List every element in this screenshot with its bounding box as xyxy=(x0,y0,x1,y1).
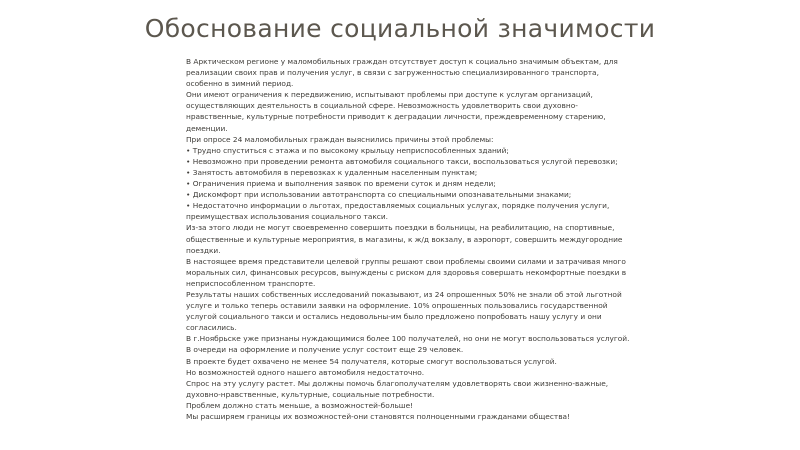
body-text-line: • Трудно спуститься с этажа и по высокому крыльцу неприспособленных зданий; xyxy=(186,145,509,155)
body-text-line: Результаты наших собственных исследований показывают, из 24 опрошенных 50% не знали об этой льготной xyxy=(186,289,622,299)
body-text-line: Но возможностей одного нашего автомобиля недостаточно. xyxy=(186,367,425,377)
body-text-line: Проблем должно стать меньше, а возможностей-больше! xyxy=(186,400,414,410)
body-text-line: В г.Ноябрьске уже признаны нуждающимися более 100 получателей, но они не могут воспользоваться услугой. xyxy=(186,334,630,344)
body-text-line: осуществляющих деятельность в социальной сфере. Невозможность удовлетворить свои духовно- xyxy=(186,101,578,111)
body-text-line: общественные и культурные мероприятия, в магазины, к ж/д вокзалу, в аэропорт, совершить междугородние xyxy=(186,234,623,244)
body-text-line: реализации своих прав и получения услуг, в связи с загруженностью специализированного транспорта, xyxy=(186,68,599,78)
body-text-line: согласились. xyxy=(186,323,237,333)
body-text-line: преимуществах использования социального такси. xyxy=(186,212,389,222)
body-text-line: Из-за этого люди не могут своевременно совершить поездки в больницы, на реабилитацию, на спортивные, xyxy=(186,223,615,233)
body-text-line: • Занятость автомобиля в перевозках к удаленным населенным пунктам; xyxy=(186,167,478,177)
slide-title: Обоснование социальной значимости xyxy=(144,14,656,43)
body-text-line: Спрос на эту услугу растет. Мы должны помочь благополучателям удовлетворять свои жизненно-важные, xyxy=(186,378,609,388)
body-text-line: духовно-нравственные, культурные, социальные потребности. xyxy=(186,389,435,399)
body-text-line: • Невозможно при проведении ремонта автомобиля социального такси, воспользоваться услугой перевозки; xyxy=(186,156,618,166)
body-text-line: услуге и только теперь оставили заявки на оформление. 10% опрошенных пользовались государственной xyxy=(186,301,608,311)
body-text-line: особенно в зимний период. xyxy=(186,79,294,89)
body-text-line: Они имеют ограничения к передвижению, испытывают проблемы при доступе к услугам организаций, xyxy=(186,90,593,100)
body-text-line: При опросе 24 маломобильных граждан выяснились причины этой проблемы: xyxy=(186,134,494,144)
body-text-line: В очереди на оформление и получение услуг состоит еще 29 человек. xyxy=(186,345,464,355)
body-text-line: неприспособленном транспорте. xyxy=(186,278,316,288)
body-text-line: В Арктическом регионе у маломобильных граждан отсутствует доступ к социально значимым объектам, для xyxy=(186,57,618,66)
body-text-line: В проекте будет охвачено не менее 54 получателя, которые смогут воспользоваться услугой. xyxy=(186,356,557,366)
body-text-line: деменции. xyxy=(186,123,228,133)
body-text-line: В настоящее время представители целевой группы решают свои проблемы своими силами и затрачивая много xyxy=(186,256,626,266)
body-text-line: моральных сил, финансовых ресурсов, вынуждены с риском для здоровья совершать некомфортные поездки в xyxy=(186,267,627,277)
slide-body-text xyxy=(186,56,630,422)
body-text-line: • Дискомфорт при использовании автотранспорта со специальными опознавательными знаками; xyxy=(186,190,572,200)
body-text-line: нравственные, культурные потребности приводит к деградации личности, преждевременному старению, xyxy=(186,112,606,122)
body-text-line: услугой социального такси и остались недовольны-им было предложено попробовать нашу услугу и они xyxy=(186,312,602,322)
body-text-line: • Недостаточно информации о льготах, предоставляемых социальных услугах, порядке получения услуги, xyxy=(186,201,610,211)
body-text-line: • Ограничения приема и выполнения заявок по времени суток и дням недели; xyxy=(186,179,496,189)
body-text-line: поездки. xyxy=(186,245,221,255)
body-text-line: Мы расширяем границы их возможностей-они становятся полноценными гражданами общества! xyxy=(186,412,571,421)
